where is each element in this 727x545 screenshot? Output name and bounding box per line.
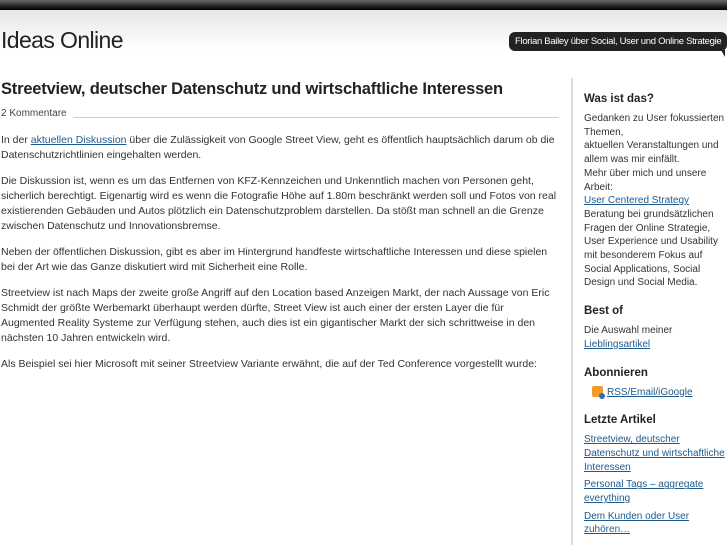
top-bar: [0, 0, 727, 10]
text: Gedanken zu User fokussierten Themen,: [584, 113, 725, 138]
site-tagline: Florian Bailey über Social, User und Online Strategie: [509, 32, 727, 51]
site-logo[interactable]: Ideas Online: [1, 27, 123, 53]
recent-posts: [584, 433, 727, 537]
divider: [73, 117, 559, 118]
comments-link[interactable]: 2 Kommentare: [1, 108, 67, 119]
recent-post-link[interactable]: Dem Kunden oder User zuhören…: [584, 510, 690, 536]
subscribe-row: [584, 386, 727, 400]
discussion-link[interactable]: aktuellen Diskussion: [30, 134, 127, 146]
widget-title-recent: Letzte Artikel: [584, 414, 656, 427]
post-title[interactable]: Streetview, deutscher Datenschutz und wirtschaftliche Interessen: [1, 80, 503, 98]
user-centered-strategy-link[interactable]: User Centered Strategy: [584, 195, 690, 207]
text: Mehr über mich und unsere Arbeit:: [584, 167, 707, 193]
about-text: [584, 112, 727, 290]
rss-icon[interactable]: [592, 386, 603, 397]
paragraph: Neben der öffentlichen Diskussion, gibt es aber im Hintergrund handfeste wirtschaftliche Interessen und diese spielen bei der Art wie das Ganze diskutiert wird mit Sicherheit eine Rolle.: [1, 246, 548, 273]
paragraph: [1, 133, 559, 163]
text: In der: [1, 134, 31, 146]
paragraph: Streetview ist nach Maps der zweite große Angriff auf den Location based Anzeigen Markt, der nach Aussage von Eric Schmidt der größte Werbemarkt überhaupt werden dürfte, Street View ist auch einer der ersten Layer die für Augmented Reality Systeme zur Verfügung stehen, auch dies ist ein gigantischer Markt der sich schrittweise in den nächsten 10 Jahren entwickeln wird.: [1, 287, 550, 344]
text: aktuellen Veranstaltungen und allem was mir einfällt.: [584, 140, 719, 166]
sidebar: [571, 78, 727, 545]
main-content: [1, 80, 559, 383]
widget-title-about: Was ist das?: [584, 93, 654, 105]
text: über die Zulässigkeit von Google Street View, geht es öffentlich hauptsächlich darum ob die Datenschutzrichtlinien eingehalten werden.: [1, 134, 555, 161]
best-of-text: [584, 324, 727, 351]
recent-post-link[interactable]: Streetview, deutscher Datenschutz und wirtschaftliche Interessen: [584, 434, 725, 473]
text: Beratung bei grundsätzlichen Fragen der Online Strategie, User Experience und Usability mit besonderem Fokus auf Social Applications, Social Design und Social Media.: [584, 208, 718, 289]
post-body: [1, 133, 559, 372]
text: Die Auswahl meiner: [584, 325, 673, 337]
widget-title-best-of: Best of: [584, 305, 623, 318]
paragraph: Die Diskussion ist, wenn es um das Entfernen von KFZ-Kennzeichen und Unkenntlich machen von Personen geht, sicherlich berechtigt. Eigenartig wird es wenn die Fotografie Höhe auf 1.80m beschränkt werden soll und Fotos von real existierenden Gebäuden und Autos plötzlich ein Datenschutzproblem darstellen. Da stößt man schnell an die Grenze zwischen Datenschutz und Innovationsbremse.: [1, 175, 557, 232]
rss-link[interactable]: RSS/Email/iGoogle: [607, 386, 693, 398]
favorites-link[interactable]: Lieblingsartikel: [584, 338, 651, 350]
paragraph: Als Beispiel sei hier Microsoft mit seiner Streetview Variante erwähnt, die auf der Ted Conference vorgestellt wurde:: [1, 358, 537, 370]
widget-title-subscribe: Abonnieren: [584, 366, 648, 379]
recent-post-link[interactable]: Personal Tags – aggregate everything: [584, 479, 704, 505]
post-meta: [1, 108, 559, 119]
